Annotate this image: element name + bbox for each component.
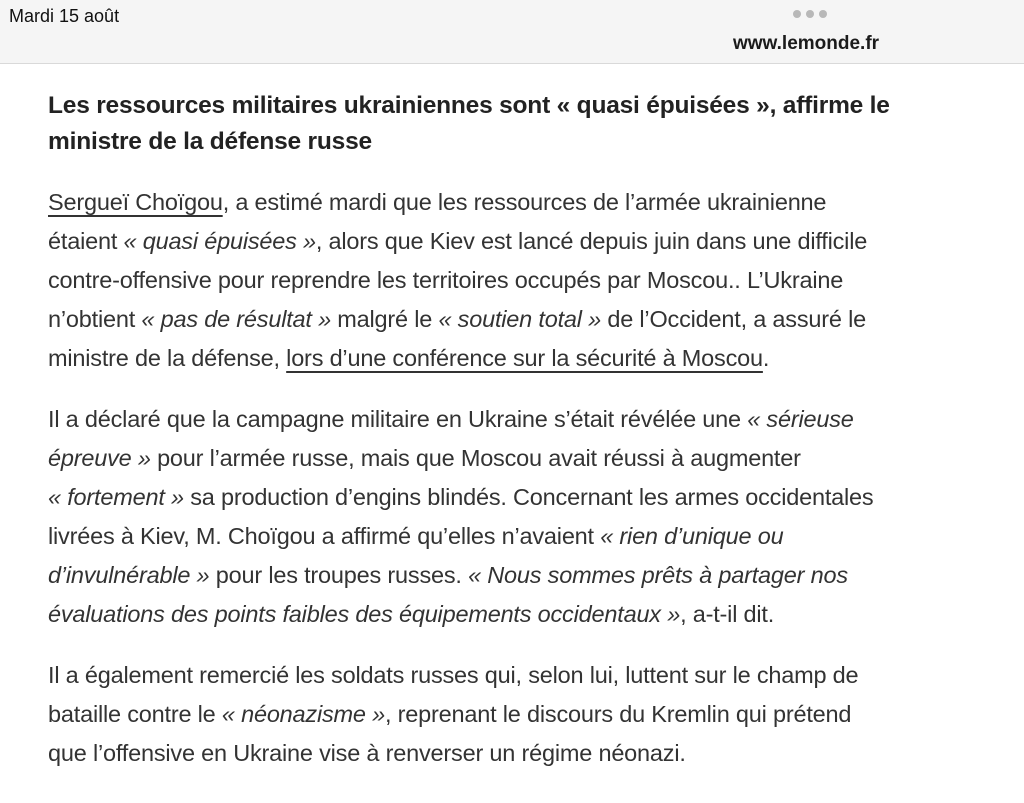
text: sa production d’engins blindés. Concernant les armes occidentales — [183, 484, 874, 510]
text: que l’offensive en Ukraine vise à renverser un régime néonazi. — [48, 740, 686, 766]
quote: « rien d’unique ou — [600, 523, 784, 549]
text: de l’Occident, a assuré le — [601, 306, 866, 332]
quote: « quasi épuisées » — [123, 228, 316, 254]
dot — [806, 10, 814, 18]
browser-status-bar — [0, 0, 1024, 64]
text: malgré le — [330, 306, 439, 332]
dot — [819, 10, 827, 18]
text: pour les troupes russes. — [209, 562, 469, 588]
text: . — [762, 345, 770, 371]
link-sergei-choigou[interactable]: Sergueï Choïgou — [48, 189, 223, 215]
quote: « fortement » — [48, 484, 184, 510]
ellipsis-dots-icon[interactable] — [793, 10, 827, 18]
quote: « pas de résultat » — [141, 306, 331, 332]
quote: évaluations des points faibles des équipements occidentaux » — [48, 601, 681, 627]
address-url[interactable]: www.lemonde.fr — [733, 33, 880, 54]
article-body — [48, 88, 998, 795]
paragraph-2 — [48, 400, 998, 634]
quote: « soutien total » — [438, 306, 601, 332]
text: livrées à Kiev, M. Choïgou a affirmé qu’elles n’avaient — [48, 523, 601, 549]
text: étaient — [48, 228, 124, 254]
text: Il a déclaré que la campagne militaire en Ukraine s’était révélée une — [48, 406, 748, 432]
text: n’obtient — [48, 306, 142, 332]
quote: d’invulnérable » — [48, 562, 210, 588]
quote: épreuve » — [48, 445, 151, 471]
text: , reprenant le discours du Kremlin qui prétend — [385, 701, 852, 727]
text: pour l’armée russe, mais que Moscou avait réussi à augmenter — [150, 445, 801, 471]
text: , a-t-il dit. — [680, 601, 775, 627]
paragraph-1 — [48, 183, 998, 378]
headline-line-2: ministre de la défense russe — [48, 128, 372, 155]
text: Il a également remercié les soldats russes qui, selon lui, luttent sur le champ de — [48, 662, 859, 688]
quote: « néonazisme » — [221, 701, 385, 727]
quote: « sérieuse — [747, 406, 854, 432]
paragraph-3 — [48, 656, 998, 773]
status-date: Mardi 15 août — [9, 6, 120, 26]
link-security-conference[interactable]: lors d’une conférence sur la sécurité à Moscou — [286, 345, 763, 371]
quote: « Nous sommes prêts à partager nos — [468, 562, 848, 588]
text: ministre de la défense, — [48, 345, 287, 371]
text: bataille contre le — [48, 701, 222, 727]
text: , a estimé mardi que les ressources de l’armée ukrainienne — [222, 189, 827, 215]
article-headline — [48, 88, 998, 160]
text: contre-offensive pour reprendre les territoires occupés par Moscou.. L’Ukraine — [48, 267, 844, 293]
dot — [793, 10, 801, 18]
headline-line-1: Les ressources militaires ukrainiennes sont « quasi épuisées », affirme le — [48, 92, 890, 119]
text: , alors que Kiev est lancé depuis juin dans une difficile — [315, 228, 868, 254]
